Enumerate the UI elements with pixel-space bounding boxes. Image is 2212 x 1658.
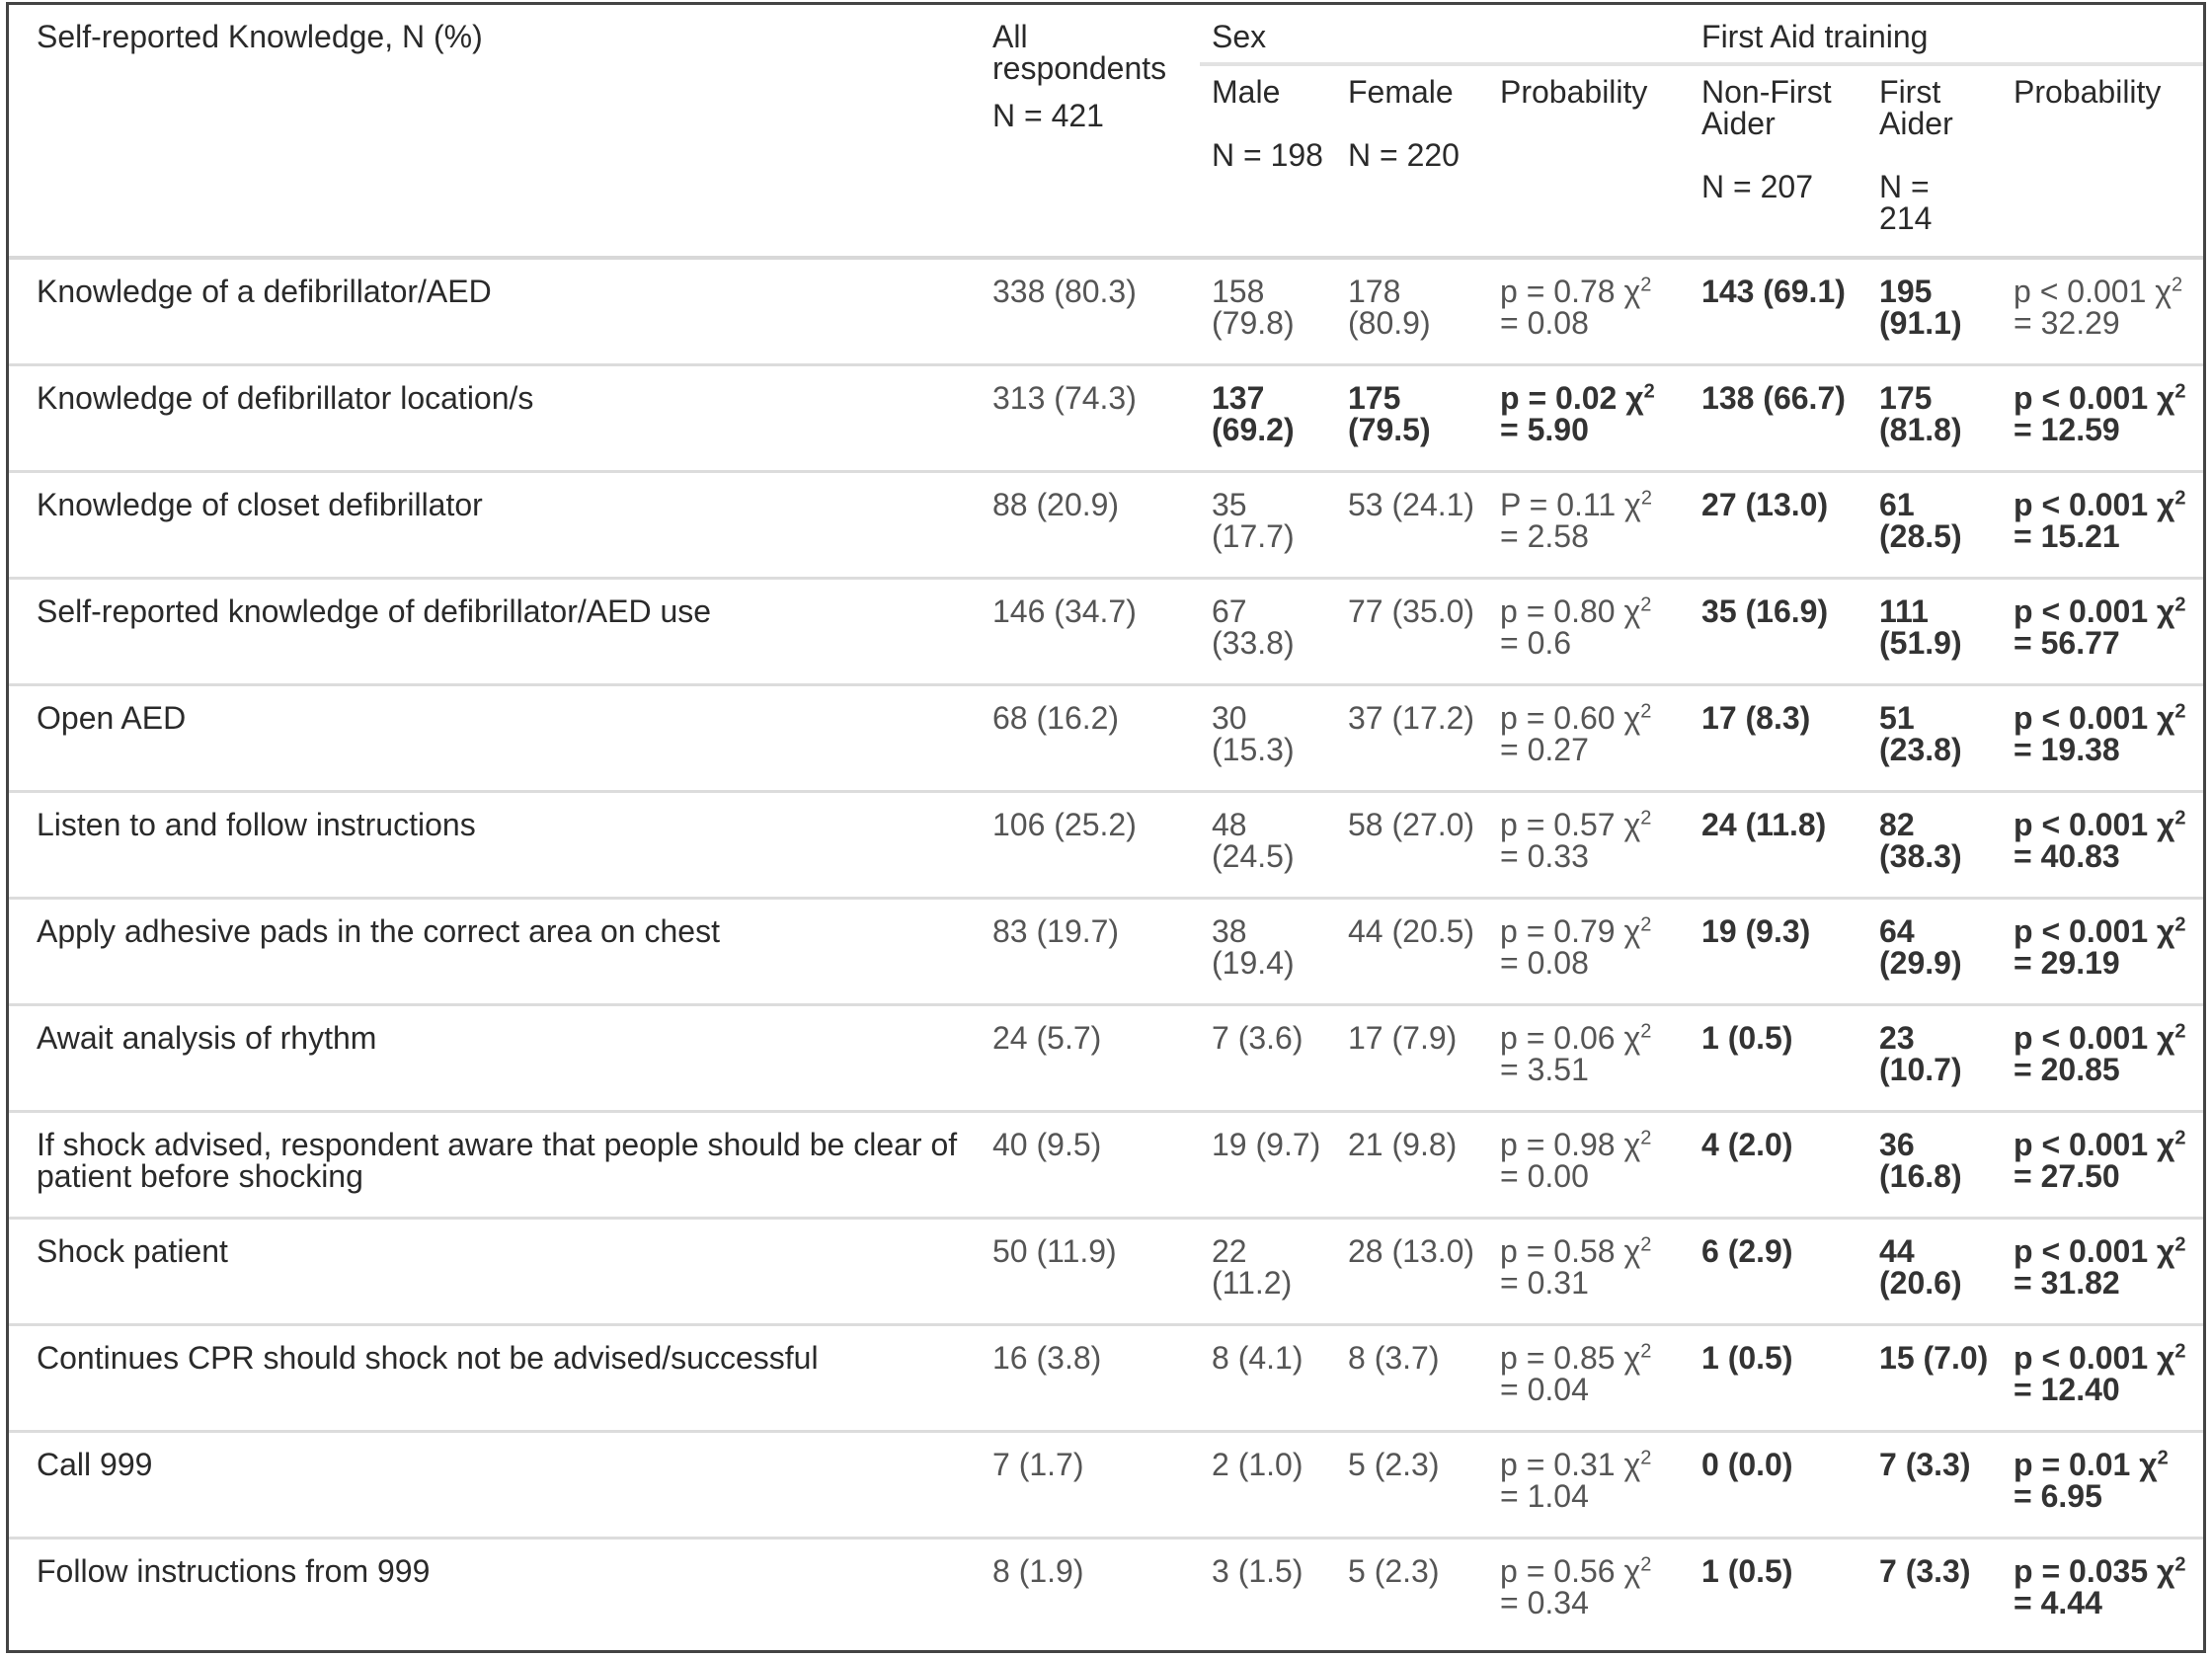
knowledge-table-frame bbox=[6, 2, 2206, 1653]
cell-female: 21 (9.8) bbox=[1336, 1111, 1488, 1218]
cell-female: 53 (24.1) bbox=[1336, 471, 1488, 578]
row-label: Listen to and follow instructions bbox=[9, 791, 981, 898]
chi-squared-sup: 2 bbox=[1640, 274, 1652, 296]
header-non-title: Non-First Aider bbox=[1701, 74, 1832, 141]
cell-fa-probability bbox=[2002, 364, 2203, 471]
cell-all: 40 (9.5) bbox=[981, 1111, 1200, 1218]
chi-value: = 12.40 bbox=[2014, 1371, 2120, 1407]
row-label: Knowledge of a defibrillator/AED bbox=[9, 258, 981, 364]
chi-squared-sup: 2 bbox=[2174, 1339, 2186, 1362]
chi-value: = 5.90 bbox=[1500, 411, 1589, 447]
cell-non-first-aider: 4 (2.0) bbox=[1690, 1111, 1867, 1218]
cell-sex-probability bbox=[1488, 1111, 1690, 1218]
p-value: p = 0.80 χ bbox=[1500, 592, 1641, 629]
table-row bbox=[9, 258, 2203, 364]
table-row bbox=[9, 1431, 2203, 1538]
cell-non-first-aider: 1 (0.5) bbox=[1690, 1004, 1867, 1111]
chi-value: = 0.08 bbox=[1500, 305, 1589, 341]
cell-fa-probability bbox=[2002, 1111, 2203, 1218]
header-male bbox=[1200, 64, 1336, 258]
header-first-n: N = 214 bbox=[1879, 169, 1933, 236]
row-label: Open AED bbox=[9, 684, 981, 791]
cell-fa-probability bbox=[2002, 258, 2203, 364]
table-row bbox=[9, 1218, 2203, 1324]
p-value: p = 0.98 χ bbox=[1500, 1126, 1641, 1162]
p-value: p < 0.001 χ bbox=[2014, 1232, 2175, 1269]
cell-female: 77 (35.0) bbox=[1336, 578, 1488, 684]
cell-male: 158 (79.8) bbox=[1200, 258, 1336, 364]
chi-squared-sup: 2 bbox=[2157, 1446, 2169, 1468]
cell-male: 19 (9.7) bbox=[1200, 1111, 1336, 1218]
chi-value: = 12.59 bbox=[2014, 411, 2120, 447]
p-value: p < 0.001 χ bbox=[2014, 486, 2175, 522]
cell-first-aider: 7 (3.3) bbox=[1879, 1552, 1971, 1589]
cell-first-aider: 44 (20.6) bbox=[1867, 1218, 2002, 1324]
cell-first-aider: 82 (38.3) bbox=[1867, 791, 2002, 898]
cell-male: 48 (24.5) bbox=[1200, 791, 1336, 898]
header-fa-probability: Probability bbox=[2002, 64, 2203, 258]
row-label: Knowledge of defibrillator location/s bbox=[9, 364, 981, 471]
chi-value: = 20.85 bbox=[2014, 1051, 2120, 1087]
p-value: P = 0.11 χ bbox=[1500, 486, 1641, 522]
header-female-title: Female bbox=[1348, 74, 1454, 110]
cell-fa-probability bbox=[2002, 1538, 2203, 1644]
chi-squared-sup: 2 bbox=[1640, 1232, 1652, 1255]
cell-male: 8 (4.1) bbox=[1200, 1324, 1336, 1431]
cell-sex-probability bbox=[1488, 1324, 1690, 1431]
cell-non-first-aider: 19 (9.3) bbox=[1690, 898, 1867, 1004]
cell-female: 178 (80.9) bbox=[1336, 258, 1488, 364]
header-non-first-aider bbox=[1690, 64, 1867, 258]
cell-first-aider: 111 (51.9) bbox=[1867, 578, 2002, 684]
chi-squared-sup: 2 bbox=[1643, 379, 1655, 402]
header-sex-probability: Probability bbox=[1488, 64, 1690, 258]
chi-value: = 3.51 bbox=[1500, 1051, 1589, 1087]
cell-non-first-aider: 143 (69.1) bbox=[1690, 258, 1867, 364]
cell-all: 68 (16.2) bbox=[981, 684, 1200, 791]
cell-all: 313 (74.3) bbox=[981, 364, 1200, 471]
chi-value: = 32.29 bbox=[2014, 305, 2120, 341]
p-value: p = 0.56 χ bbox=[1500, 1552, 1641, 1589]
row-label: Self-reported knowledge of defibrillator/AED use bbox=[9, 578, 981, 684]
chi-squared-sup: 2 bbox=[1640, 486, 1652, 509]
cell-female: 175 (79.5) bbox=[1336, 364, 1488, 471]
table-row bbox=[9, 1004, 2203, 1111]
chi-value: = 0.31 bbox=[1500, 1264, 1589, 1301]
cell-non-first-aider: 27 (13.0) bbox=[1690, 471, 1867, 578]
chi-value: = 0.08 bbox=[1500, 944, 1589, 981]
cell-all: 83 (19.7) bbox=[981, 898, 1200, 1004]
cell-female: 44 (20.5) bbox=[1336, 898, 1488, 1004]
chi-value: = 6.95 bbox=[2014, 1477, 2102, 1514]
cell-first-aider: 195 (91.1) bbox=[1867, 258, 2002, 364]
chi-squared-sup: 2 bbox=[2174, 379, 2186, 402]
table-row bbox=[9, 684, 2203, 791]
chi-value: = 4.44 bbox=[2014, 1584, 2102, 1620]
cell-sex-probability bbox=[1488, 684, 1690, 791]
header-label-col: Self-reported Knowledge, N (%) bbox=[9, 5, 981, 258]
chi-squared-sup: 2 bbox=[2174, 912, 2186, 935]
cell-female: 5 (2.3) bbox=[1336, 1431, 1488, 1538]
cell-female: 58 (27.0) bbox=[1336, 791, 1488, 898]
chi-value: = 15.21 bbox=[2014, 517, 2120, 554]
cell-male: 67 (33.8) bbox=[1200, 578, 1336, 684]
cell-male: 137 (69.2) bbox=[1200, 364, 1336, 471]
knowledge-table bbox=[9, 5, 2203, 1644]
chi-squared-sup: 2 bbox=[2174, 1552, 2186, 1575]
cell-sex-probability bbox=[1488, 1431, 1690, 1538]
cell-all: 7 (1.7) bbox=[981, 1431, 1200, 1538]
cell-first-aider: 61 (28.5) bbox=[1867, 471, 2002, 578]
cell-male: 30 (15.3) bbox=[1200, 684, 1336, 791]
chi-value: = 29.19 bbox=[2014, 944, 2120, 981]
cell-sex-probability bbox=[1488, 364, 1690, 471]
table-row bbox=[9, 1324, 2203, 1431]
p-value: p < 0.001 χ bbox=[2014, 1339, 2175, 1376]
cell-male: 2 (1.0) bbox=[1200, 1431, 1336, 1538]
cell-non-first-aider: 1 (0.5) bbox=[1690, 1324, 1867, 1431]
p-value: p < 0.001 χ bbox=[2014, 1126, 2175, 1162]
table-row bbox=[9, 471, 2203, 578]
chi-squared-sup: 2 bbox=[1640, 699, 1652, 722]
cell-all: 16 (3.8) bbox=[981, 1324, 1200, 1431]
chi-squared-sup: 2 bbox=[2172, 274, 2183, 296]
chi-squared-sup: 2 bbox=[2174, 1126, 2186, 1148]
row-label: Shock patient bbox=[9, 1218, 981, 1324]
chi-value: = 27.50 bbox=[2014, 1157, 2120, 1194]
header-first-aid-group: First Aid training bbox=[1690, 5, 2203, 64]
cell-female: 8 (3.7) bbox=[1336, 1324, 1488, 1431]
chi-value: = 1.04 bbox=[1500, 1477, 1589, 1514]
header-non-n: N = 207 bbox=[1701, 169, 1813, 204]
cell-female: 37 (17.2) bbox=[1336, 684, 1488, 791]
cell-all: 50 (11.9) bbox=[981, 1218, 1200, 1324]
cell-sex-probability bbox=[1488, 791, 1690, 898]
chi-value: = 0.33 bbox=[1500, 837, 1589, 874]
cell-first-aider: 175 (81.8) bbox=[1867, 364, 2002, 471]
chi-value: = 2.58 bbox=[1500, 517, 1589, 554]
cell-non-first-aider: 0 (0.0) bbox=[1690, 1431, 1867, 1538]
p-value: p < 0.001 χ bbox=[2014, 379, 2175, 416]
chi-squared-sup: 2 bbox=[2174, 1019, 2186, 1042]
chi-value: = 40.83 bbox=[2014, 837, 2120, 874]
header-male-title: Male bbox=[1212, 74, 1281, 110]
header-all-respondents bbox=[981, 5, 1200, 258]
p-value: p = 0.60 χ bbox=[1500, 699, 1641, 736]
table-body bbox=[9, 258, 2203, 1644]
cell-sex-probability bbox=[1488, 1538, 1690, 1644]
p-value: p = 0.57 χ bbox=[1500, 806, 1641, 842]
chi-squared-sup: 2 bbox=[1640, 592, 1652, 615]
cell-all: 106 (25.2) bbox=[981, 791, 1200, 898]
cell-male: 38 (19.4) bbox=[1200, 898, 1336, 1004]
cell-sex-probability bbox=[1488, 578, 1690, 684]
row-label: Await analysis of rhythm bbox=[9, 1004, 981, 1111]
chi-squared-sup: 2 bbox=[1640, 1126, 1652, 1148]
cell-non-first-aider: 17 (8.3) bbox=[1690, 684, 1867, 791]
cell-male: 7 (3.6) bbox=[1200, 1004, 1336, 1111]
chi-value: = 31.82 bbox=[2014, 1264, 2120, 1301]
header-female-n: N = 220 bbox=[1348, 137, 1460, 173]
chi-squared-sup: 2 bbox=[2174, 806, 2186, 829]
table-row bbox=[9, 1111, 2203, 1218]
chi-squared-sup: 2 bbox=[2174, 699, 2186, 722]
cell-female: 28 (13.0) bbox=[1336, 1218, 1488, 1324]
chi-value: = 19.38 bbox=[2014, 731, 2120, 767]
cell-fa-probability bbox=[2002, 1218, 2203, 1324]
cell-male: 22 (11.2) bbox=[1200, 1218, 1336, 1324]
header-all-n: N = 421 bbox=[992, 98, 1104, 133]
cell-first-aider: 51 (23.8) bbox=[1867, 684, 2002, 791]
header-first-aider bbox=[1867, 64, 2002, 258]
p-value: p < 0.001 χ bbox=[2014, 699, 2175, 736]
row-label: Follow instructions from 999 bbox=[37, 1552, 431, 1589]
cell-all: 24 (5.7) bbox=[981, 1004, 1200, 1111]
cell-first-aider: 7 (3.3) bbox=[1867, 1431, 2002, 1538]
cell-male: 35 (17.7) bbox=[1200, 471, 1336, 578]
p-value: p < 0.001 χ bbox=[2014, 912, 2175, 949]
chi-value: = 56.77 bbox=[2014, 624, 2120, 661]
row-label: Call 999 bbox=[9, 1431, 981, 1538]
cell-female: 5 (2.3) bbox=[1348, 1552, 1440, 1589]
table-row bbox=[9, 364, 2203, 471]
chi-value: = 0.04 bbox=[1500, 1371, 1589, 1407]
cell-sex-probability bbox=[1488, 1218, 1690, 1324]
row-label: If shock advised, respondent aware that people should be clear of patient before shocking bbox=[9, 1111, 981, 1218]
p-value: p = 0.02 χ bbox=[1500, 379, 1644, 416]
header-male-n: N = 198 bbox=[1212, 137, 1323, 173]
cell-fa-probability bbox=[2002, 1431, 2203, 1538]
row-label: Apply adhesive pads in the correct area on chest bbox=[9, 898, 981, 1004]
chi-value: = 0.34 bbox=[1500, 1584, 1589, 1620]
cell-fa-probability bbox=[2002, 791, 2203, 898]
cell-female: 17 (7.9) bbox=[1336, 1004, 1488, 1111]
p-value: p = 0.78 χ bbox=[1500, 274, 1641, 309]
header-sex-group: Sex bbox=[1200, 5, 1690, 64]
chi-value: = 0.6 bbox=[1500, 624, 1572, 661]
chi-squared-sup: 2 bbox=[1640, 1552, 1652, 1575]
p-value: p = 0.58 χ bbox=[1500, 1232, 1641, 1269]
chi-value: = 0.00 bbox=[1500, 1157, 1589, 1194]
cell-first-aider: 23 (10.7) bbox=[1867, 1004, 2002, 1111]
p-value: p = 0.31 χ bbox=[1500, 1446, 1641, 1482]
header-female bbox=[1336, 64, 1488, 258]
cell-first-aider: 36 (16.8) bbox=[1867, 1111, 2002, 1218]
cell-non-first-aider: 138 (66.7) bbox=[1690, 364, 1867, 471]
cell-fa-probability bbox=[2002, 578, 2203, 684]
chi-squared-sup: 2 bbox=[1640, 1339, 1652, 1362]
p-value: p < 0.001 χ bbox=[2014, 274, 2172, 309]
cell-all: 146 (34.7) bbox=[981, 578, 1200, 684]
p-value: p < 0.001 χ bbox=[2014, 1019, 2175, 1056]
p-value: p = 0.06 χ bbox=[1500, 1019, 1641, 1056]
p-value: p = 0.85 χ bbox=[1500, 1339, 1641, 1376]
cell-male: 3 (1.5) bbox=[1212, 1552, 1304, 1589]
cell-sex-probability bbox=[1488, 258, 1690, 364]
cell-fa-probability bbox=[2002, 684, 2203, 791]
chi-squared-sup: 2 bbox=[2174, 1232, 2186, 1255]
chi-squared-sup: 2 bbox=[1640, 1019, 1652, 1042]
row-label: Continues CPR should shock not be advised/successful bbox=[9, 1324, 981, 1431]
cell-sex-probability bbox=[1488, 898, 1690, 1004]
table-row bbox=[9, 898, 2203, 1004]
cell-all: 338 (80.3) bbox=[981, 258, 1200, 364]
cell-non-first-aider: 6 (2.9) bbox=[1690, 1218, 1867, 1324]
chi-squared-sup: 2 bbox=[1640, 1446, 1652, 1468]
header-all-title: All respondents bbox=[992, 19, 1167, 86]
row-label: Knowledge of closet defibrillator bbox=[9, 471, 981, 578]
cell-non-first-aider: 24 (11.8) bbox=[1690, 791, 1867, 898]
cell-first-aider: 64 (29.9) bbox=[1867, 898, 2002, 1004]
p-value: p = 0.035 χ bbox=[2014, 1552, 2175, 1589]
cell-fa-probability bbox=[2002, 471, 2203, 578]
header-first-title: First Aider bbox=[1879, 74, 1953, 141]
cell-non-first-aider: 35 (16.9) bbox=[1690, 578, 1867, 684]
cell-non-first-aider: 1 (0.5) bbox=[1701, 1552, 1793, 1589]
chi-squared-sup: 2 bbox=[2174, 486, 2186, 509]
chi-squared-sup: 2 bbox=[2174, 592, 2186, 615]
cell-fa-probability bbox=[2002, 898, 2203, 1004]
cell-all: 88 (20.9) bbox=[981, 471, 1200, 578]
chi-value: = 0.27 bbox=[1500, 731, 1589, 767]
p-value: p = 0.01 χ bbox=[2014, 1446, 2158, 1482]
table-row bbox=[9, 791, 2203, 898]
table-row bbox=[9, 1538, 2203, 1644]
p-value: p = 0.79 χ bbox=[1500, 912, 1641, 949]
p-value: p < 0.001 χ bbox=[2014, 592, 2175, 629]
cell-sex-probability bbox=[1488, 471, 1690, 578]
chi-squared-sup: 2 bbox=[1640, 806, 1652, 829]
cell-fa-probability bbox=[2002, 1004, 2203, 1111]
chi-squared-sup: 2 bbox=[1640, 912, 1652, 935]
cell-all: 8 (1.9) bbox=[992, 1552, 1084, 1589]
p-value: p < 0.001 χ bbox=[2014, 806, 2175, 842]
cell-fa-probability bbox=[2002, 1324, 2203, 1431]
table-row bbox=[9, 578, 2203, 684]
cell-sex-probability bbox=[1488, 1004, 1690, 1111]
cell-first-aider: 15 (7.0) bbox=[1867, 1324, 2002, 1431]
